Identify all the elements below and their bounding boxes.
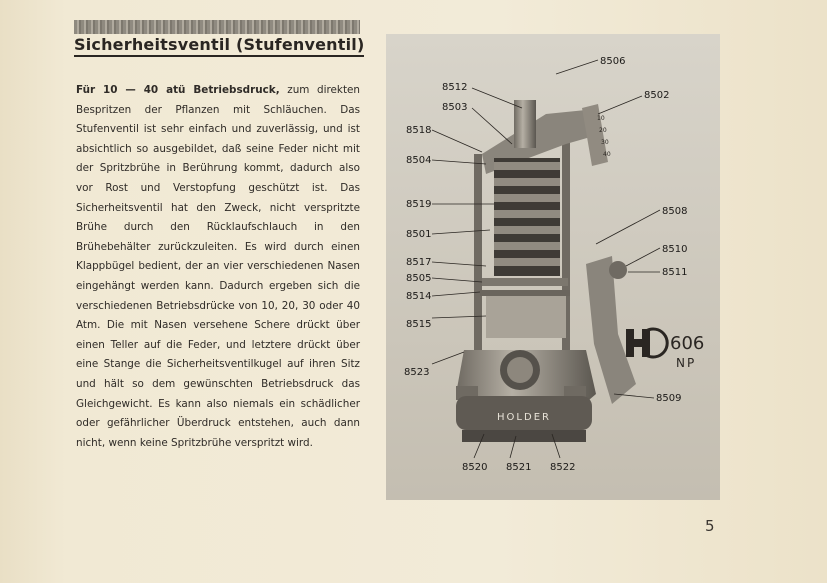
callout-8509: 8509: [656, 393, 682, 404]
page-number: 5: [705, 517, 715, 535]
logo-number: 606: [670, 333, 705, 354]
housing-label: HOLDER: [497, 412, 551, 423]
callout-8515: 8515: [406, 319, 432, 330]
callout-8512: 8512: [442, 82, 468, 93]
logo-subtext: NP: [676, 356, 697, 370]
manufacturer-logo: [620, 323, 720, 373]
logo-mark: [620, 323, 720, 373]
callout-8514: 8514: [406, 291, 432, 302]
body-intro-bold: Für 10 — 40 atü Betriebsdruck,: [76, 84, 280, 96]
callout-8501: 8501: [406, 229, 432, 240]
valve-illustration: [386, 34, 720, 500]
callout-8502: 8502: [644, 90, 670, 101]
spring: [494, 158, 560, 276]
valve-photograph: [386, 34, 720, 500]
callout-8504: 8504: [406, 155, 432, 166]
callout-8508: 8508: [662, 206, 688, 217]
callout-8518: 8518: [406, 125, 432, 136]
callout-8519: 8519: [406, 199, 432, 210]
callout-8511: 8511: [662, 267, 688, 278]
scale-mark-10: 10: [597, 115, 605, 122]
heading-decoration: [74, 20, 360, 34]
callout-8521: 8521: [506, 462, 532, 473]
callout-8517: 8517: [406, 257, 432, 268]
callout-8522: 8522: [550, 462, 576, 473]
scale-mark-30: 30: [601, 139, 609, 146]
callout-8520: 8520: [462, 462, 488, 473]
body-text: zum direkten Bespritzen der Pflanzen mit Schläuchen. Das Stufenventil ist sehr einfach und zuverlässig, und ist absichtlich so ausgebildet, daß seine Feder nicht mit der Spritzbrühe in Berührung kommt, dadurch also vor Rost und Verstopfung geschützt ist. Das Sicherheitsventil hat den Zweck, nicht verspritzte Brühe durch den Rücklaufschlauch in den Brühebehälter zurückzuleiten. Es wird durch einen Klappbügel bedient, der an vier verschiedenen Nasen eingehängt werden kann. Dadurch ergeben sich die verschiedenen Betriebsdrücke von 10, 20, 30 oder 40 Atm. Die mit Nasen versehene Schere drückt über einen Teller auf die Feder, und letztere drückt über eine Stange die Sicherheitsventilkugel auf ihren Sitz und hält so dem gewünschten Betriebsdruck das Gleichgewicht. Es kann also niemals ein schädlicher oder gefährlicher Überdruck entstehen, auch dann nicht, wenn keine Spritzbrühe verspritzt wird.: [76, 84, 360, 449]
scale-mark-40: 40: [603, 151, 611, 158]
callout-8505: 8505: [406, 273, 432, 284]
callout-8523: 8523: [404, 367, 430, 378]
scale-mark-20: 20: [599, 127, 607, 134]
page-title: Sicherheitsventil (Stufenventil): [74, 35, 364, 57]
body-paragraph: [76, 81, 360, 453]
callout-8503: 8503: [442, 102, 468, 113]
callout-8506: 8506: [600, 56, 626, 67]
callout-8510: 8510: [662, 244, 688, 255]
